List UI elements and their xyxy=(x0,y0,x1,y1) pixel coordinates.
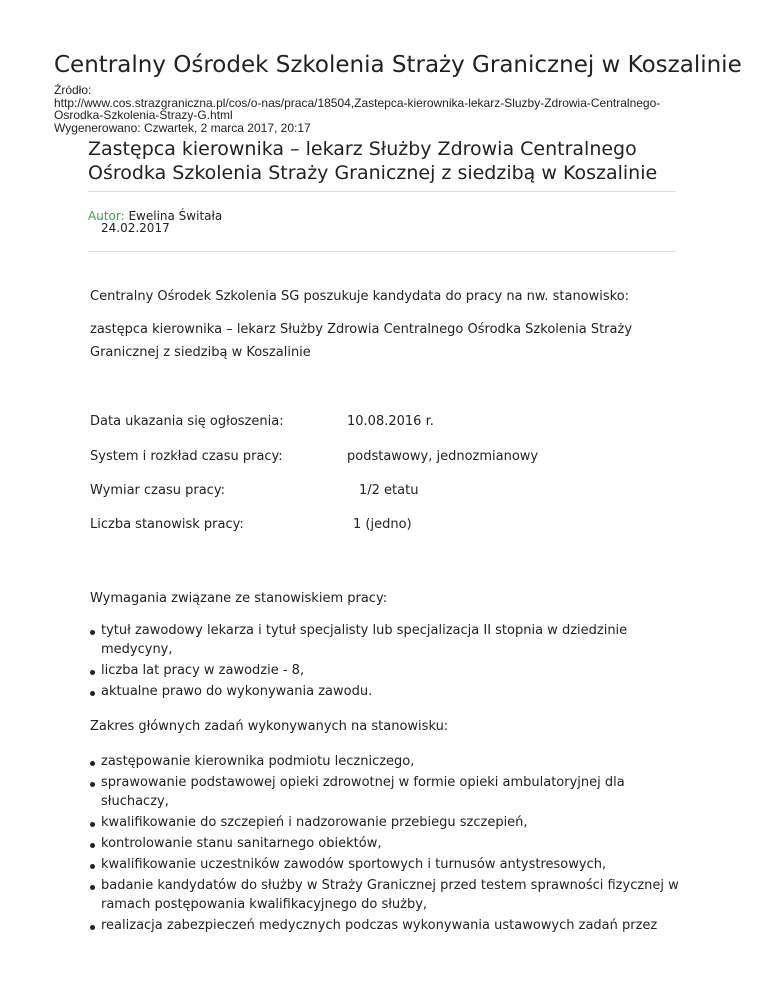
source-url-line-1[interactable]: http://www.cos.strazgraniczna.pl/cos/o-nas/praca/18504,Zastepca-kierownika-lekarz-Sluzby-Zdrowia-Centralnego- xyxy=(54,95,661,110)
list-item: realizacja zabezpieczeń medycznych podczas wykonywania ustawowych zadań przez xyxy=(90,916,690,935)
author-name: Ewelina Świtała xyxy=(124,209,223,223)
tasks-heading: Zakres głównych zadań wykonywanych na stanowisku: xyxy=(90,719,449,734)
list-item: kwalifikowanie do szczepień i nadzorowanie przebiegu szczepień, xyxy=(90,813,690,832)
divider-bottom xyxy=(88,251,676,252)
tasks-list xyxy=(90,752,690,937)
detail-value: 1 (jedno) xyxy=(353,517,412,532)
requirements-list xyxy=(90,621,690,703)
detail-label: Data ukazania się ogłoszenia: xyxy=(90,414,284,429)
divider-top xyxy=(88,191,676,192)
list-item: sprawowanie podstawowej opieki zdrowotnej w formie opieki ambulatoryjnej dla słuchaczy, xyxy=(90,773,690,811)
detail-value: 1/2 etatu xyxy=(359,483,419,498)
list-item: badanie kandydatów do służby w Straży Granicznej przed testem sprawności fizycznej w ramach postępowania kwalifikacyjnego do służby, xyxy=(90,876,690,914)
intro-paragraph: Centralny Ośrodek Szkolenia SG poszukuje kandydata do pracy na nw. stanowisko: xyxy=(90,289,630,304)
source-meta xyxy=(54,84,754,134)
list-item: zastępowanie kierownika podmiotu leczniczego, xyxy=(90,752,690,771)
detail-label: System i rozkład czasu pracy: xyxy=(90,449,283,464)
list-item: kwalifikowanie uczestników zawodów sportowych i turnusów antystresowych, xyxy=(90,855,690,874)
list-item: liczba lat pracy w zawodzie - 8, xyxy=(90,661,690,680)
detail-label: Wymiar czasu pracy: xyxy=(90,483,225,498)
requirements-heading: Wymagania związane ze stanowiskiem pracy: xyxy=(90,591,388,606)
article-title xyxy=(88,137,688,185)
publish-date: 24.02.2017 xyxy=(101,221,170,235)
article-title-line-2: Ośrodka Szkolenia Straży Granicznej z siedzibą w Koszalinie xyxy=(88,162,658,184)
site-title: Centralny Ośrodek Szkolenia Straży Granicznej w Koszalinie xyxy=(54,52,742,78)
author-label: Autor: xyxy=(88,209,125,223)
source-label: Źródło: xyxy=(54,83,92,97)
detail-value: podstawowy, jednozmianowy xyxy=(347,449,539,464)
detail-label: Liczba stanowisk pracy: xyxy=(90,517,244,532)
source-url-line-2[interactable]: Osrodka-Szkolenia-Strazy-G.html xyxy=(54,108,233,122)
article-title-line-1: Zastępca kierownika – lekarz Służby Zdrowia Centralnego xyxy=(88,138,637,160)
position-line-2: Granicznej z siedzibą w Koszalinie xyxy=(90,345,311,360)
position-line-1: zastępca kierownika – lekarz Służby Zdrowia Centralnego Ośrodka Szkolenia Straży xyxy=(90,322,633,337)
list-item: aktualne prawo do wykonywania zawodu. xyxy=(90,682,690,701)
detail-value: 10.08.2016 r. xyxy=(347,414,434,429)
list-item: kontrolowanie stanu sanitarnego obiektów, xyxy=(90,834,690,853)
generated-timestamp: Wygenerowano: Czwartek, 2 marca 2017, 20:17 xyxy=(54,120,311,135)
list-item: tytuł zawodowy lekarza i tytuł specjalisty lub specjalizacja II stopnia w dziedzinie medycyny, xyxy=(90,621,690,659)
